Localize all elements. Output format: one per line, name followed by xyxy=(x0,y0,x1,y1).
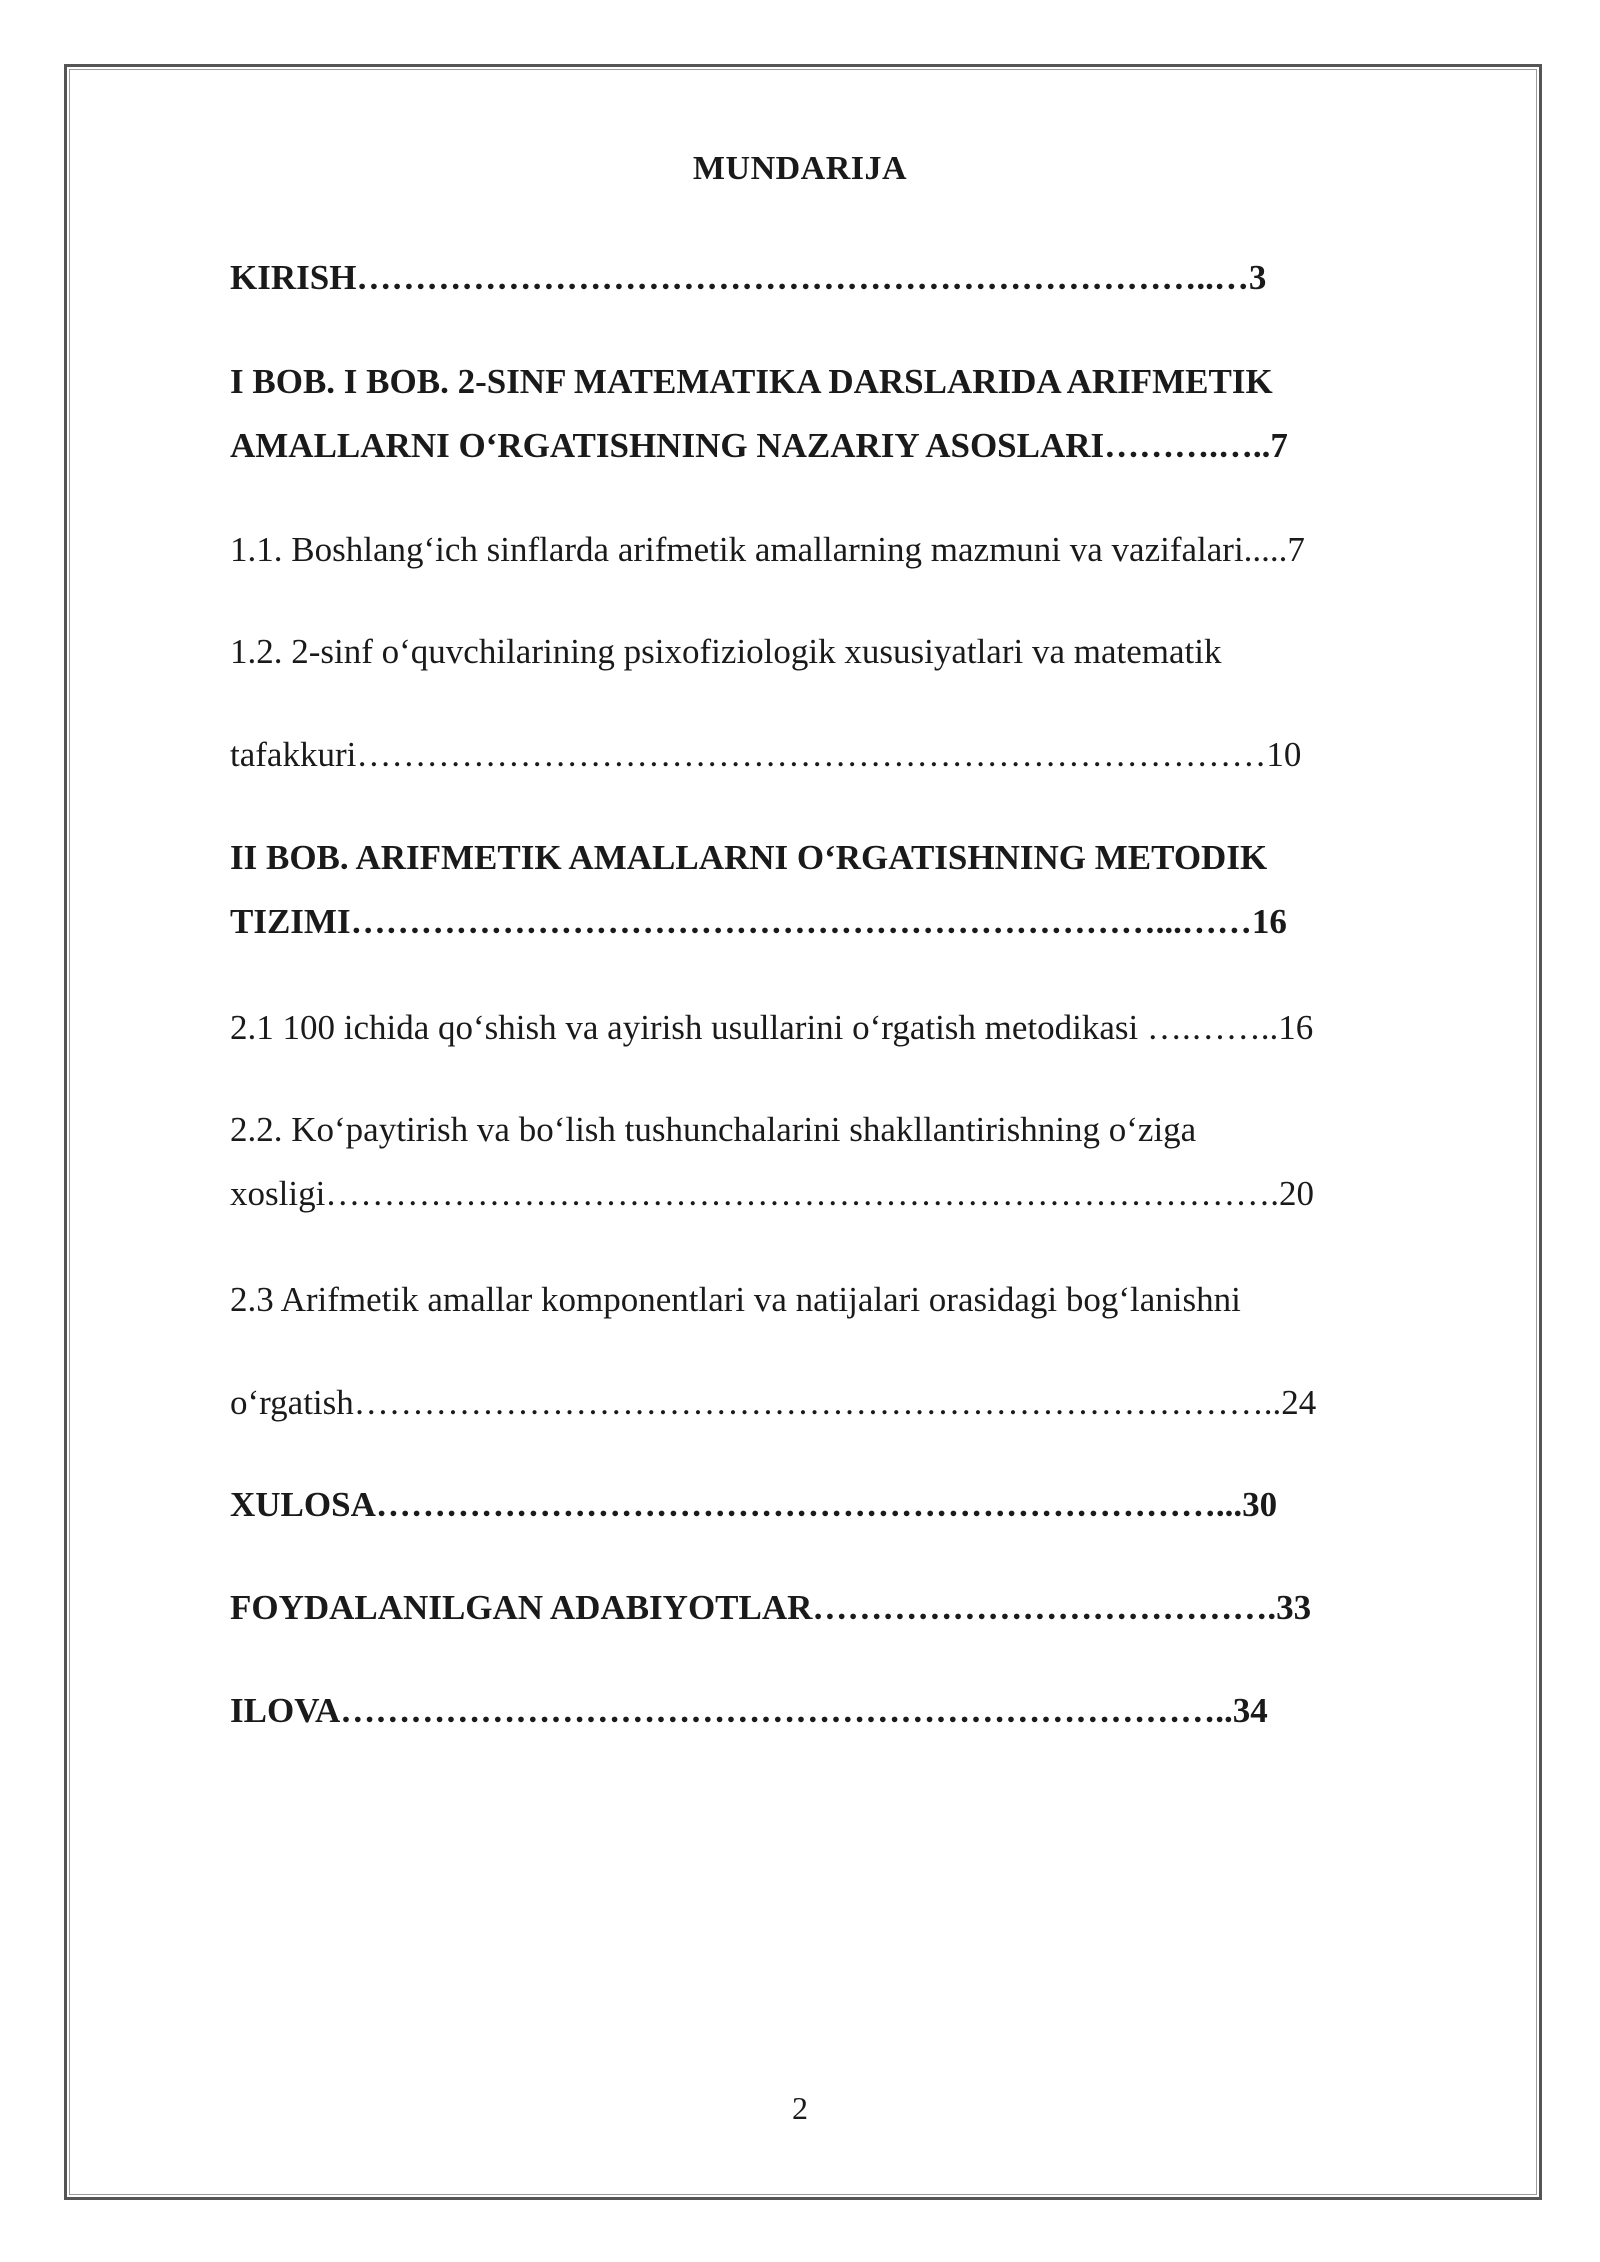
toc-entry-xulosa: XULOSA………………………………………………………………...30 xyxy=(230,1485,1278,1524)
toc-entry-chapter2-line1: II BOB. ARIFMETIK AMALLARNI O‘RGATISHNING METODIK xyxy=(230,838,1268,877)
toc-entry-1-2-line2: tafakkuri……………………………………………………………………10 xyxy=(230,735,1302,774)
toc-entry-chapter2-line2: TIZIMI……………………………………………………………...……16 xyxy=(230,902,1287,941)
toc-entry-2-2-line2: xosligi……………………………………………………………………….20 xyxy=(230,1174,1315,1213)
toc-entry-1-1: 1.1. Boshlang‘ich sinflarda arifmetik amallarning mazmuni va vazifalari.....7 xyxy=(230,530,1305,569)
page-number: 2 xyxy=(792,2090,808,2126)
toc-entry-1-2-line1: 1.2. 2-sinf o‘quvchilarining psixofiziologik xususiyatlari va matematik xyxy=(230,632,1222,671)
toc-entry-kirish: KIRISH………………………………………………………………..…3 xyxy=(230,258,1267,297)
toc-entry-chapter1-line2: AMALLARNI O‘RGATISHNING NAZARIY ASOSLARI……….…..7 xyxy=(230,426,1288,465)
toc-entry-adabiyotlar: FOYDALANILGAN ADABIYOTLAR………………………………….33 xyxy=(230,1588,1312,1627)
toc-entry-ilova: ILOVA…………………………………………………………………..34 xyxy=(230,1691,1268,1730)
toc-title: MUNDARIJA xyxy=(692,150,908,187)
toc-entry-2-3-line2: o‘rgatish……………………………………………………………………..24 xyxy=(230,1383,1317,1422)
toc-entry-chapter1-line1: I BOB. I BOB. 2-SINF MATEMATIKA DARSLARIDA ARIFMETIK xyxy=(230,362,1273,401)
toc-entry-2-3-line1: 2.3 Arifmetik amallar komponentlari va natijalari orasidagi bog‘lanishni xyxy=(230,1280,1241,1319)
toc-entry-2-2-line1: 2.2. Ko‘paytirish va bo‘lish tushunchalarini shakllantirishning o‘ziga xyxy=(230,1110,1197,1149)
toc-entry-2-1: 2.1 100 ichida qo‘shish va ayirish usullarini o‘rgatish metodikasi ….……..16 xyxy=(230,1008,1314,1047)
